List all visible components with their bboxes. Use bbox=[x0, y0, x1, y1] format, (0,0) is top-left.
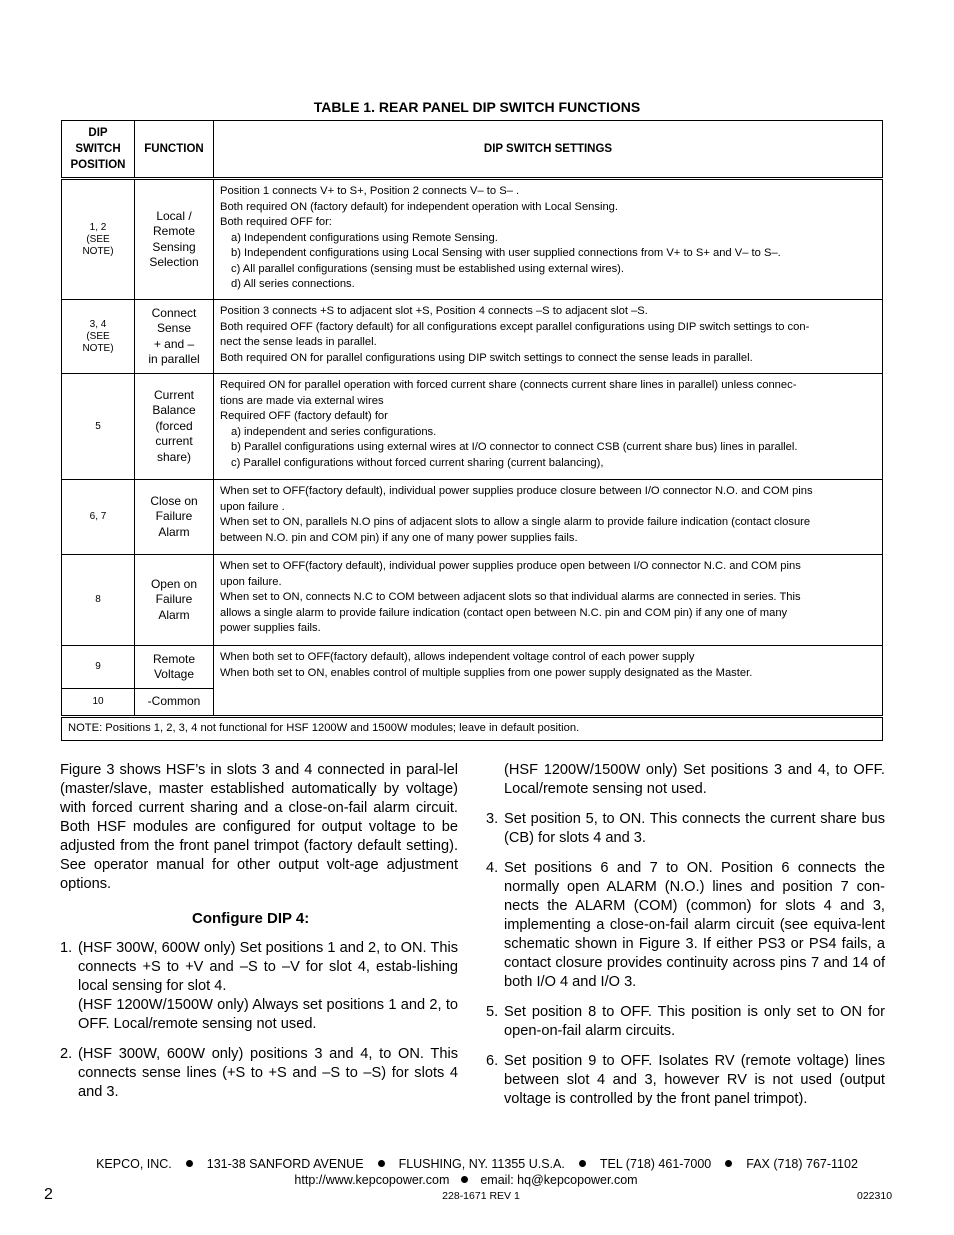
settings-line: upon failure. bbox=[220, 575, 282, 588]
row-position bbox=[62, 179, 135, 300]
settings-line: allows a single alarm to provide failure indication (contact open between N.C. pin and COM pin) if any one of many bbox=[220, 606, 788, 619]
settings-line: b) Parallel configurations using external wires at I/O connector to connect CSB (current share bus) lines in parallel. bbox=[231, 441, 798, 453]
row-settings bbox=[214, 374, 883, 480]
position-line: 1, 2 bbox=[89, 221, 107, 233]
function-line: Failure bbox=[155, 509, 193, 524]
step-text: Set positions 6 and 7 to ON. Position 6 connects the normally open ALARM (N.O.) lines and position 7 con-nects the ALARM (COM) (common) for slots 4 and 3, implementing a close-on-fail alarm circuit (see equiva-lent schematic shown in Figure 3. If either PS3 or PS4 fails, a contact closure provides continuity across pins 7 and 14 of both I/O 4 and I/O 3. bbox=[504, 860, 885, 990]
table-note: NOTE: Positions 1, 2, 3, 4 not functional for HSF 1200W and 1500W modules; leave in default position. bbox=[62, 717, 883, 741]
position-line: 9 bbox=[95, 661, 101, 672]
bullet-icon bbox=[725, 1160, 732, 1167]
table-row bbox=[62, 480, 883, 555]
function-line: current bbox=[155, 434, 193, 449]
row-function bbox=[135, 646, 214, 689]
right-column bbox=[486, 761, 885, 1120]
header-position bbox=[62, 121, 135, 179]
settings-line: Position 1 connects V+ to S+, Position 2 connects V– to S– . bbox=[220, 185, 520, 197]
settings-line: Required OFF (factory default) for bbox=[220, 410, 388, 422]
step-item bbox=[486, 761, 885, 799]
settings-line: When set to ON, connects N.C to COM between adjacent slots so that individual alarms are connected in series. This bbox=[220, 591, 801, 603]
position-line: 3, 4 bbox=[89, 318, 107, 330]
header-position-line: SWITCH bbox=[75, 143, 121, 155]
function-line: Selection bbox=[149, 255, 199, 269]
settings-line: between N.O. pin and COM pin) if any one of many power supplies fails. bbox=[220, 531, 578, 544]
function-line: Current bbox=[153, 387, 194, 402]
function-line: Balance bbox=[152, 403, 196, 418]
function-line: Remote bbox=[152, 224, 196, 238]
table-note-row bbox=[62, 717, 883, 741]
table-row bbox=[62, 374, 883, 480]
function-line: Local / bbox=[156, 208, 192, 223]
date-code: 022310 bbox=[857, 1190, 893, 1202]
position-line: 5 bbox=[95, 420, 101, 432]
position-line: NOTE) bbox=[82, 342, 114, 354]
function-line: Remote bbox=[152, 651, 196, 666]
function-line: Sensing bbox=[152, 239, 196, 254]
function-line: share) bbox=[156, 449, 191, 464]
step-item bbox=[60, 939, 458, 1034]
function-line: Open on bbox=[150, 576, 198, 591]
header-settings: DIP SWITCH SETTINGS bbox=[214, 121, 883, 179]
intro-paragraph: Figure 3 shows HSF’s in slots 3 and 4 connected in paral-lel (master/slave, master established automatically by voltage) with forced current sharing and a close-on-fail alarm circuit. Both HSF modules are configured for output voltage to be adjusted from the front panel trimpot (factory default setting). See operator manual for other output volt-age adjustment options. bbox=[60, 762, 458, 892]
bullet-icon bbox=[579, 1160, 586, 1167]
row-settings bbox=[214, 646, 883, 717]
settings-line: Both required ON (factory default) for independent operation with Local Sensing. bbox=[220, 200, 619, 213]
settings-line: When both set to OFF(factory default), allows independent voltage control of each power supply bbox=[220, 651, 695, 663]
footer-web-link[interactable]: http://www.kepcopower.com bbox=[294, 1173, 450, 1187]
position-line: NOTE) bbox=[82, 245, 114, 257]
position-line: (SEE bbox=[86, 233, 110, 245]
function-line: (forced bbox=[155, 418, 193, 433]
doc-number: 228-1671 REV 1 bbox=[442, 1190, 520, 1202]
settings-line: tions are made via external wires bbox=[220, 394, 384, 407]
footer-web-line bbox=[0, 1173, 932, 1187]
row-function bbox=[135, 689, 214, 717]
step-number: 6. bbox=[486, 1053, 499, 1069]
settings-line: When set to OFF(factory default), individual power supplies produce open between I/O connector N.C. and COM pins bbox=[220, 560, 801, 572]
row-settings bbox=[214, 555, 883, 646]
row-settings bbox=[214, 300, 883, 374]
header-position-line: POSITION bbox=[70, 159, 126, 171]
step-text: (HSF 300W, 600W only) positions 3 and 4, to ON. This connects sense lines (+S to +S and –S to –S) for slots 4 and 3. bbox=[78, 1046, 458, 1100]
dip-switch-table bbox=[61, 120, 883, 741]
bullet-icon bbox=[186, 1160, 193, 1167]
step-number: 1. bbox=[60, 940, 73, 956]
step-text: (HSF 1200W/1500W only) Always set positions 1 and 2, to OFF. Local/remote sensing not used. bbox=[78, 997, 458, 1032]
settings-line: c) Parallel configurations without forced current sharing (current balancing), bbox=[231, 456, 604, 469]
function-line: Voltage bbox=[153, 667, 195, 681]
settings-line: Both required ON for parallel configurations using DIP switch settings to connect the sense leads in parallel. bbox=[220, 351, 753, 364]
footer-email[interactable]: email: hq@kepcopower.com bbox=[480, 1173, 638, 1187]
footer-address-line bbox=[0, 1157, 954, 1171]
row-function bbox=[135, 555, 214, 646]
step-number: 4. bbox=[486, 860, 499, 876]
footer-city: FLUSHING, NY. 11355 U.S.A. bbox=[398, 1157, 565, 1171]
table-row bbox=[62, 179, 883, 300]
function-line: -Common bbox=[147, 694, 201, 709]
function-line: Connect bbox=[151, 305, 197, 320]
row-function bbox=[135, 480, 214, 555]
step-text: Set position 5, to ON. This connects the current share bus (CB) for slots 4 and 3. bbox=[504, 811, 885, 846]
position-line: 6, 7 bbox=[89, 511, 107, 522]
settings-line: a) Independent configurations using Remote Sensing. bbox=[231, 231, 498, 244]
left-column bbox=[60, 761, 458, 1113]
row-settings bbox=[214, 480, 883, 555]
settings-line: c) All parallel configurations (sensing must be established using external wires). bbox=[231, 262, 624, 275]
footer-company: KEPCO, INC. bbox=[96, 1157, 172, 1171]
footer-tel: TEL (718) 461-7000 bbox=[599, 1157, 712, 1171]
table-header-row bbox=[62, 121, 883, 179]
position-line: 8 bbox=[95, 594, 101, 605]
function-line: Close on bbox=[150, 493, 198, 508]
settings-line: d) All series connections. bbox=[231, 278, 355, 290]
settings-line: Position 3 connects +S to adjacent slot +S, Position 4 connects –S to adjacent slot –S. bbox=[220, 305, 648, 317]
step-item bbox=[486, 810, 885, 848]
settings-line: nect the sense leads in parallel. bbox=[220, 336, 377, 348]
settings-line: When both set to ON, enables control of multiple supplies from one power supply designated as the Master. bbox=[220, 666, 753, 679]
table-row bbox=[62, 555, 883, 646]
row-position bbox=[62, 480, 135, 555]
step-text: Set position 8 to OFF. This position is only set to ON for open-on-fail alarm circuits. bbox=[504, 1004, 885, 1039]
row-position bbox=[62, 555, 135, 646]
function-line: in parallel bbox=[148, 352, 200, 366]
step-text: (HSF 1200W/1500W only) Set positions 3 and 4, to OFF. Local/remote sensing not used. bbox=[504, 762, 885, 797]
step-item bbox=[60, 1045, 458, 1102]
settings-line: Both required OFF for: bbox=[220, 216, 332, 228]
row-position bbox=[62, 689, 135, 717]
settings-line: When set to OFF(factory default), individual power supplies produce closure between I/O connector N.O. and COM pins bbox=[220, 485, 813, 497]
settings-line: Required ON for parallel operation with forced current share (connects current share lines in parallel) unless connec- bbox=[220, 379, 797, 391]
table-row bbox=[62, 646, 883, 689]
position-line: (SEE bbox=[86, 330, 110, 342]
settings-line: b) Independent configurations using Local Sensing with user supplied connections from V+ to S+ and V– to S–. bbox=[231, 247, 781, 259]
footer-address: 131-38 SANFORD AVENUE bbox=[206, 1157, 364, 1171]
row-position bbox=[62, 374, 135, 480]
step-item bbox=[486, 1052, 885, 1109]
header-function: FUNCTION bbox=[135, 121, 214, 179]
footer-fax: FAX (718) 767-1102 bbox=[746, 1157, 858, 1171]
step-item bbox=[486, 859, 885, 992]
step-text: Set position 9 to OFF. Isolates RV (remote voltage) lines between slot 4 and 3, however RV is not used (output voltage is controlled by the front panel trimpot). bbox=[504, 1053, 885, 1107]
header-position-line: DIP bbox=[88, 127, 108, 139]
step-number: 5. bbox=[486, 1004, 499, 1020]
step-item bbox=[486, 1003, 885, 1041]
step-number: 3. bbox=[486, 811, 499, 827]
settings-line: Both required OFF (factory default) for all configurations except parallel configurations using DIP switch settings to con- bbox=[220, 320, 810, 333]
settings-line: power supplies fails. bbox=[220, 622, 321, 634]
settings-line: a) independent and series configurations. bbox=[231, 425, 437, 438]
table-row bbox=[62, 300, 883, 374]
function-line: Alarm bbox=[158, 524, 190, 539]
row-settings bbox=[214, 179, 883, 300]
position-line: 10 bbox=[92, 696, 104, 707]
table-title: TABLE 1. REAR PANEL DIP SWITCH FUNCTIONS bbox=[313, 99, 641, 115]
row-function bbox=[135, 300, 214, 374]
settings-line: upon failure . bbox=[220, 500, 285, 513]
function-line: Sense bbox=[156, 321, 192, 335]
row-function bbox=[135, 179, 214, 300]
settings-line: When set to ON, parallels N.O pins of adjacent slots to allow a single alarm to provide failure indication (contact closure bbox=[220, 516, 811, 528]
bullet-icon bbox=[378, 1160, 385, 1167]
page-number: 2 bbox=[44, 1186, 53, 1203]
step-text: (HSF 300W, 600W only) Set positions 1 and 2, to ON. This connects +S to +V and –S to –V for slot 4, estab-lishing local sensing for slot 4. bbox=[78, 940, 458, 994]
step-number: 2. bbox=[60, 1046, 73, 1062]
bullet-icon bbox=[461, 1176, 468, 1183]
configure-heading: Configure DIP 4: bbox=[192, 910, 310, 927]
row-position bbox=[62, 300, 135, 374]
function-line: Failure bbox=[155, 592, 193, 607]
function-line: + and – bbox=[153, 336, 195, 351]
function-line: Alarm bbox=[158, 607, 190, 622]
row-position bbox=[62, 646, 135, 689]
row-function bbox=[135, 374, 214, 480]
